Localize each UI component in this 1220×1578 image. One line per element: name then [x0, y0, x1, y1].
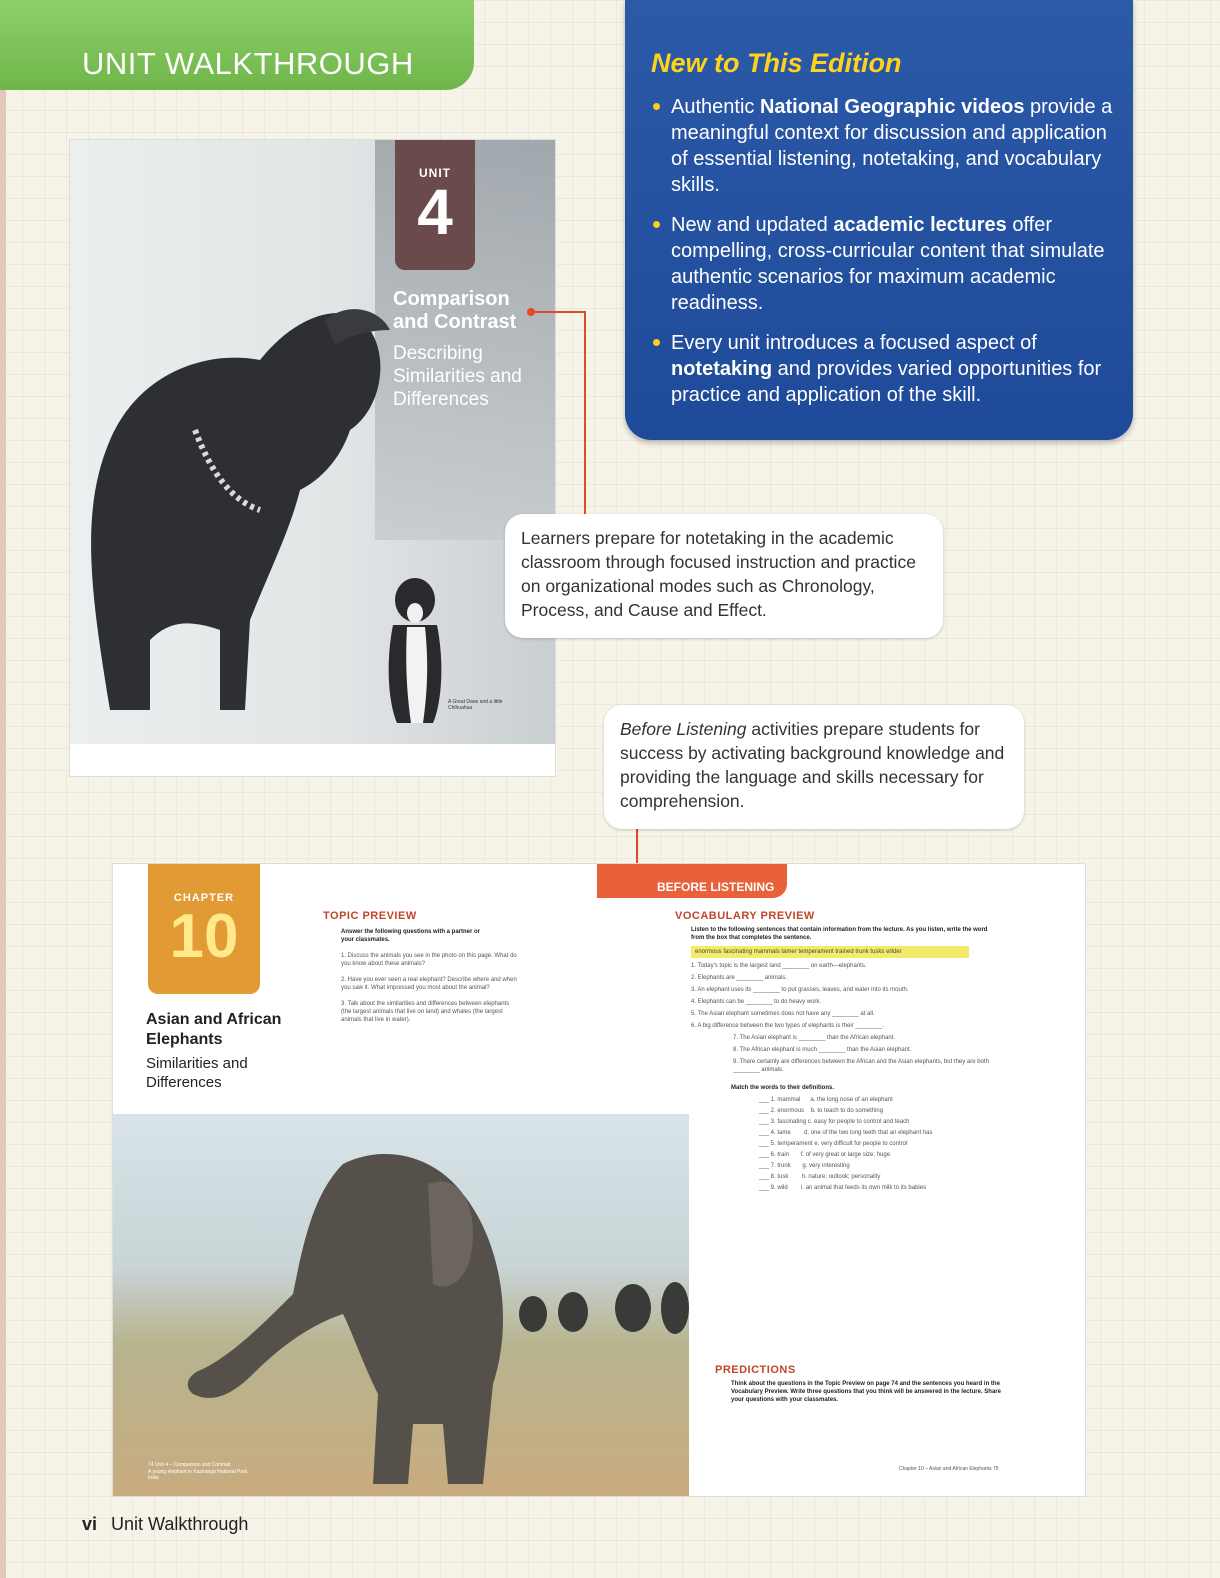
bullet-dot-icon — [653, 339, 660, 346]
topic-item: 2. Have you ever seen a real elephant? Describe where and when you saw it. What impressed you most about the animal? — [341, 977, 517, 991]
unit-walkthrough-banner — [0, 0, 474, 90]
chapter-label: CHAPTER — [173, 892, 235, 904]
great-dane-illustration — [70, 290, 400, 730]
folio-left: 74 Unit 4 – Comparison and Contrast — [148, 1462, 231, 1468]
vocab-sentence: 4. Elephants can be ________ to do heavy work. — [691, 999, 822, 1005]
banner-title: UNIT WALKTHROUGH — [82, 46, 414, 81]
unit-label: UNIT — [419, 166, 451, 180]
page-number: vi — [82, 1514, 98, 1534]
connector-line — [584, 311, 586, 516]
match-item: ___ 7. trunk g. very interesting — [759, 1163, 850, 1169]
page-edge — [0, 0, 6, 1578]
footer-label: Unit Walkthrough — [111, 1514, 249, 1534]
chapter-right-page — [657, 864, 1085, 1496]
predictions-section — [715, 1364, 1005, 1404]
match-item: ___ 1. mammal a. the long nose of an elephant — [759, 1097, 893, 1103]
match-item: ___ 2. enormous b. to teach to do something — [759, 1108, 884, 1114]
topic-item: 1. Discuss the animals you see in the photo on this page. What do you know about these animals? — [341, 953, 517, 967]
elephant-herd-illustration — [513, 1274, 689, 1344]
vocab-sentence: 8. The African elephant is much ________ than the Asian elephant. — [733, 1047, 912, 1053]
elephant-illustration — [173, 1124, 533, 1496]
word-box: enormous fascinating mammals tamer temperament trained trunk tusks wilder — [691, 946, 969, 958]
vocab-sentence: 1. Today's topic is the largest land ________ on earth—elephants. — [691, 963, 867, 969]
vocab-intro: Listen to the following sentences that contain information from the lecture. As you listen, write the word from the box that completes the sentence. — [691, 927, 988, 941]
elephant-caption: A young elephant in Kaziranga National Park, India — [148, 1469, 249, 1481]
vocab-sentence: 9. There certainly are differences between the African and the Asian elephants, but they are both ________ animals. — [733, 1059, 989, 1073]
chihuahua-illustration — [375, 565, 455, 725]
topic-heading: TOPIC PREVIEW — [323, 910, 417, 922]
unit-number: 4 — [417, 176, 453, 248]
vocab-sentence: 6. A big difference between the two types of elephants is their ________. — [691, 1023, 884, 1029]
notetaking-callout: Learners prepare for notetaking in the academic classroom through focused instruction and practice on organizational modes such as Chronology, Process, and Cause and Effect. — [505, 514, 943, 638]
predictions-text: Think about the questions in the Topic Preview on page 74 and the sentences you heard in the Vocabulary Preview. Write three questions that you think will be answered in the lecture. Share your questions with your classmates. — [731, 1381, 1001, 1403]
edition-title: New to This Edition — [651, 48, 902, 78]
vocab-sentence: 7. The Asian elephant is ________ than the African elephant. — [733, 1035, 896, 1041]
folio-right: Chapter 10 – Asian and African Elephants 75 — [899, 1466, 999, 1472]
edition-bullet: Authentic National Geographic videos provide a meaningful context for discussion and application of essential listening, notetaking, and vocabulary skills. — [651, 94, 1121, 198]
edition-bullet: Every unit introduces a focused aspect of notetaking and provides varied opportunities for practice and application of the skill. — [651, 330, 1121, 408]
chapter-left-page — [113, 864, 689, 1496]
chapter-number: 10 — [169, 902, 239, 971]
elephant-photo — [113, 1114, 689, 1496]
match-item: ___ 3. fascinating c. easy for people to control and teach — [759, 1119, 910, 1125]
page-footer — [82, 1514, 248, 1535]
match-item: ___ 9. wild i. an animal that feeds its own milk to its babies — [759, 1185, 927, 1191]
match-intro: Match the words to their definitions. — [731, 1085, 835, 1091]
match-item: ___ 8. tusk h. nature; outlook; personality — [759, 1174, 881, 1180]
before-listening-tab: BEFORE LISTENING — [597, 864, 787, 898]
edition-bullet: New and updated academic lectures offer compelling, cross-curricular content that simulate authentic scenarios for maximum academic readiness. — [651, 212, 1121, 316]
chapter-spread — [113, 864, 1085, 1496]
vocab-sentence: 2. Elephants are ________ animals. — [691, 975, 788, 981]
vocab-sentence: 5. The Asian elephant sometimes does not have any ________ at all. — [691, 1011, 875, 1017]
bullet-dot-icon — [653, 103, 660, 110]
connector-line — [531, 311, 586, 313]
predictions-heading: PREDICTIONS — [715, 1364, 796, 1376]
chapter-title: Asian and African Elephants — [146, 1011, 282, 1048]
chapter-number-tab — [148, 864, 260, 994]
edition-bullet-list — [651, 94, 1121, 422]
new-edition-box — [625, 0, 1133, 440]
photo-caption: A Great Dane and a little Chihuahua — [448, 699, 503, 711]
topic-preview — [323, 910, 528, 1024]
unit-number-tab — [395, 140, 475, 270]
match-item: ___ 6. train f. of very great or large size; huge — [759, 1152, 891, 1158]
unit-subtitle: Describing Similarities and Differences — [393, 343, 522, 410]
topic-intro: Answer the following questions with a partner or your classmates. — [341, 929, 481, 943]
vocab-heading: VOCABULARY PREVIEW — [675, 910, 815, 922]
unit-title: Comparison and Contrast — [393, 288, 517, 333]
chapter-subtitle: Similarities and Differences — [146, 1055, 248, 1091]
vocabulary-preview — [675, 910, 1015, 1192]
topic-item: 3. Talk about the similarities and differences between elephants (the largest animals that live on land) and whales (the largest animals that live in water). — [341, 1001, 510, 1023]
dog-photo — [70, 140, 555, 744]
match-item: ___ 5. temperament e. very difficult for people to control — [759, 1141, 908, 1147]
vocab-sentence: 3. An elephant uses its ________ to put grasses, leaves, and water into its mouth. — [691, 987, 909, 993]
bullet-dot-icon — [653, 221, 660, 228]
match-item: ___ 4. tame d. one of the two long teeth that an elephant has — [759, 1130, 933, 1136]
unit-opener-page — [70, 140, 555, 776]
before-listening-callout: Before Listening activities prepare students for success by activating background knowledge and providing the language and skills necessary for comprehension. — [604, 705, 1024, 829]
